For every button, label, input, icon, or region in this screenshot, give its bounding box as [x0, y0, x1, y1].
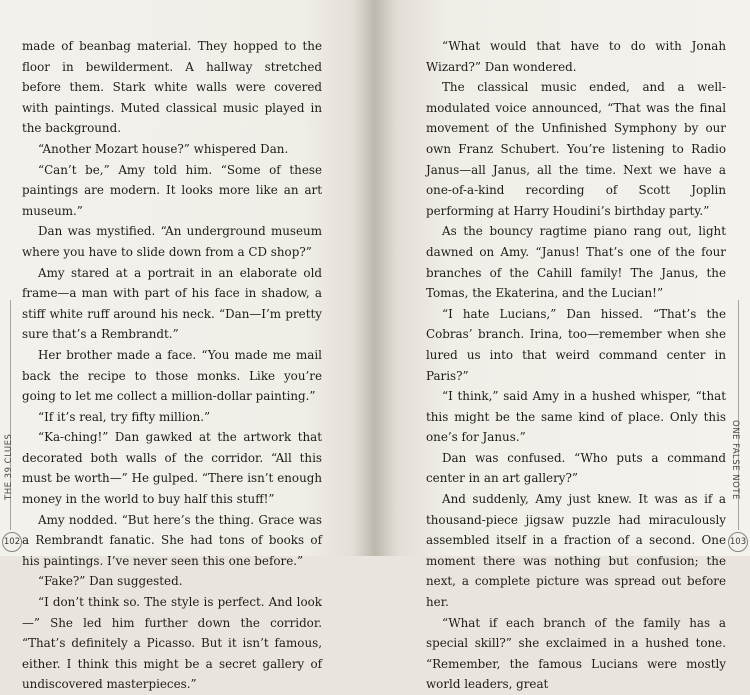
left-page-text	[22, 36, 322, 692]
left-paragraph: Dan was mystified. “An underground museum where you have to slide down from a CD shop?”	[22, 224, 322, 259]
right-paragraph: Dan was confused. “Who puts a command center in an art gallery?”	[426, 450, 726, 486]
left-running-head: THE 39 CLUES	[4, 433, 14, 500]
left-page-number: 102	[2, 532, 22, 552]
right-paragraph: “I think,” said Amy in a hushed whisper, “that this might be the same kind of place. Only this one’s for Janus.”	[426, 389, 726, 445]
right-running-head: ONE FALSE NOTE	[730, 420, 740, 500]
right-paragraph: “I hate Lucians,” Dan hissed. “That’s the Cobras’ branch. Irina, too—remember when she lured us into that weird command center in Paris?”	[426, 306, 726, 383]
left-paragraph: “If it’s real, try fifty million.”	[38, 409, 211, 424]
left-paragraph: “Fake?” Dan suggested.	[38, 574, 183, 589]
left-paragraph: “Ka-ching!” Dan gawked at the artwork that decorated both walls of the corridor. “All this must be worth—” He gulped. “There isn’t enough money in the world to buy half this stuff!”	[22, 430, 322, 507]
right-page-number: 103	[728, 532, 748, 552]
left-paragraph: “Another Mozart house?” whispered Dan.	[38, 141, 289, 156]
left-paragraph: Amy nodded. “But here’s the thing. Grace was a Rembrandt fanatic. She had tons of books of his paintings. I’ve never seen this one before.”	[22, 512, 322, 568]
left-paragraph: Her brother made a face. “You made me mail back the recipe to those monks. Like you’re going to let me collect a million-dollar painting.”	[22, 347, 322, 404]
left-paragraph: “Can’t be,” Amy told him. “Some of these paintings are modern. It looks more like an art museum.”	[22, 162, 322, 218]
right-paragraph: The classical music ended, and a well-modulated voice announced, “That was the final movement of the Unfinished Symphony by our own Franz Schubert. You’re listening to Radio Janus—all Janus, all the time. Next we have a one-of-a-kind recording of Scott Joplin performing at Harry Houdini’s birthday party.”	[426, 80, 726, 218]
left-paragraph: “I don’t think so. The style is perfect. And look—” She led him further down the corridor. “That’s definitely a Picasso. But it isn’t famous, either. I think this might be a secret gallery of undiscovered masterpieces.”	[22, 595, 322, 692]
left-paragraph: made of beanbag material. They hopped to the floor in bewilderment. A hallway stretched before them. Stark white walls were covered with paintings. Muted classical music played in the background.	[22, 39, 322, 136]
right-paragraph: “What if each branch of the family has a special skill?” she exclaimed in a hushed tone. “Remember, the famous Lucians were mostly world leaders, great	[426, 615, 726, 692]
right-paragraph: As the bouncy ragtime piano rang out, light dawned on Amy. “Janus! That’s one of the four branches of the Cahill family! The Janus, the Tomas, the Ekaterina, and the Lucian!”	[426, 224, 726, 301]
left-paragraph: Amy stared at a portrait in an elaborate old frame—a man with part of his face in shadow, a stiff white ruff around his neck. “Dan—I’m pretty sure that’s a Rembrandt.”	[22, 265, 322, 342]
right-paragraph: And suddenly, Amy just knew. It was as if a thousand-piece jigsaw puzzle had miraculously assembled itself in a fraction of a second. One moment there was nothing but confusion; the next, a complete picture was spread out before her.	[426, 492, 726, 610]
right-page-text	[426, 36, 726, 692]
right-paragraph: “What would that have to do with Jonah Wizard?” Dan wondered.	[426, 39, 726, 74]
